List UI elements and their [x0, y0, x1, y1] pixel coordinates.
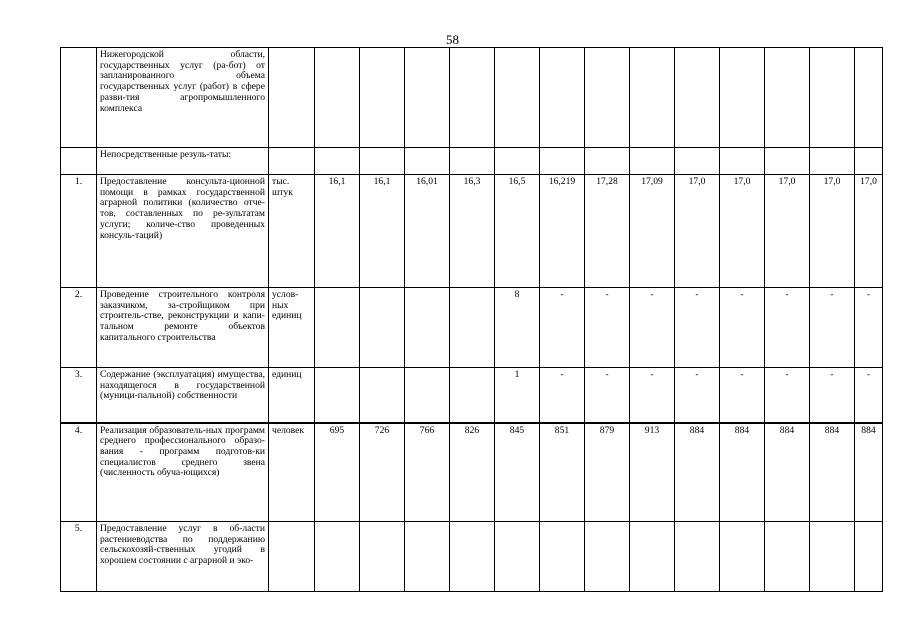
value-cell — [405, 148, 450, 175]
value-cell: 17,09 — [630, 175, 675, 288]
value-cell — [810, 148, 855, 175]
indicators-table — [60, 47, 883, 592]
value-cell — [405, 48, 450, 148]
table-row — [61, 288, 883, 368]
table-row — [61, 148, 883, 175]
value-cell — [495, 522, 540, 592]
indicator-description-cell: Реализация образователь-ных программ среднего профессионального образо-вания - программ подготов-ки специалистов среднего звена (численность обуча-ющихся) — [97, 423, 269, 522]
value-cell — [630, 522, 675, 592]
value-cell: - — [675, 368, 720, 423]
value-cell — [855, 48, 883, 148]
row-number-cell: 5. — [61, 522, 97, 592]
value-cell: 16,219 — [540, 175, 585, 288]
value-cell — [360, 148, 405, 175]
value-cell: 884 — [765, 423, 810, 522]
value-cell — [720, 48, 765, 148]
value-cell: 851 — [540, 423, 585, 522]
value-cell — [360, 48, 405, 148]
value-cell: 695 — [315, 423, 360, 522]
value-cell: - — [585, 288, 630, 368]
unit-cell — [269, 48, 315, 148]
value-cell: - — [810, 288, 855, 368]
value-cell — [675, 522, 720, 592]
value-cell — [315, 522, 360, 592]
value-cell: - — [765, 288, 810, 368]
value-cell — [540, 48, 585, 148]
value-cell: 16,3 — [450, 175, 495, 288]
value-cell — [495, 48, 540, 148]
value-cell — [810, 48, 855, 148]
value-cell: 17,28 — [585, 175, 630, 288]
value-cell — [450, 288, 495, 368]
value-cell — [405, 288, 450, 368]
value-cell: 884 — [720, 423, 765, 522]
unit-cell: человек — [269, 423, 315, 522]
table-row — [61, 48, 883, 148]
value-cell — [585, 148, 630, 175]
value-cell: 17,0 — [675, 175, 720, 288]
value-cell: 17,0 — [810, 175, 855, 288]
value-cell: 766 — [405, 423, 450, 522]
value-cell — [675, 148, 720, 175]
value-cell — [720, 148, 765, 175]
value-cell — [585, 48, 630, 148]
value-cell — [585, 522, 630, 592]
value-cell — [405, 368, 450, 423]
page-number: 58 — [446, 32, 459, 47]
indicator-description-cell: Нижегородской области, государственных услуг (ра-бот) от запланированного объема государственных услуг (работ) в сфере разви-тия агропромышленного комплекса — [97, 48, 269, 148]
value-cell — [450, 368, 495, 423]
value-cell: 1 — [495, 368, 540, 423]
value-cell — [855, 522, 883, 592]
value-cell: 16,01 — [405, 175, 450, 288]
value-cell — [630, 148, 675, 175]
value-cell: 17,0 — [720, 175, 765, 288]
table-row — [61, 175, 883, 288]
value-cell: 884 — [855, 423, 883, 522]
unit-cell: единиц — [269, 368, 315, 423]
value-cell — [495, 148, 540, 175]
value-cell — [720, 522, 765, 592]
value-cell: - — [630, 368, 675, 423]
value-cell — [450, 148, 495, 175]
value-cell: 8 — [495, 288, 540, 368]
value-cell: - — [720, 288, 765, 368]
unit-cell: тыс. штук — [269, 175, 315, 288]
value-cell: - — [585, 368, 630, 423]
value-cell — [450, 522, 495, 592]
value-cell — [315, 148, 360, 175]
value-cell: 16,1 — [315, 175, 360, 288]
value-cell: - — [675, 288, 720, 368]
value-cell: 16,1 — [360, 175, 405, 288]
indicator-description-cell: Непосредственные резуль-таты: — [97, 148, 269, 175]
value-cell — [765, 522, 810, 592]
value-cell: - — [540, 288, 585, 368]
value-cell — [315, 288, 360, 368]
value-cell: 879 — [585, 423, 630, 522]
value-cell — [315, 48, 360, 148]
row-number-cell — [61, 48, 97, 148]
table-row — [61, 423, 883, 522]
value-cell: - — [630, 288, 675, 368]
value-cell — [540, 148, 585, 175]
value-cell: 884 — [810, 423, 855, 522]
value-cell — [450, 48, 495, 148]
indicator-description-cell: Содержание (эксплуатация) имущества, находящегося в государственной (муници-пальной) собственности — [97, 368, 269, 423]
value-cell — [360, 522, 405, 592]
value-cell: 17,0 — [765, 175, 810, 288]
value-cell: 884 — [675, 423, 720, 522]
row-number-cell: 2. — [61, 288, 97, 368]
table-row — [61, 368, 883, 423]
value-cell — [810, 522, 855, 592]
value-cell: - — [855, 288, 883, 368]
row-number-cell: 3. — [61, 368, 97, 423]
row-number-cell — [61, 148, 97, 175]
value-cell — [675, 48, 720, 148]
value-cell: - — [540, 368, 585, 423]
row-number-cell: 1. — [61, 175, 97, 288]
value-cell — [540, 522, 585, 592]
value-cell: 16,5 — [495, 175, 540, 288]
value-cell: 826 — [450, 423, 495, 522]
value-cell: - — [765, 368, 810, 423]
value-cell: 845 — [495, 423, 540, 522]
indicator-description-cell: Предоставление консульта-ционной помощи в рамках государственной аграрной политики (количество отче-тов, составленных по ре-зультатам услуги; количе-ство проведенных консуль-таций) — [97, 175, 269, 288]
indicator-description-cell: Предоставление услуг в об-ласти растениеводства по поддержанию сельскохозяй-ственных угодий в хорошем состоянии с аграрной и эко- — [97, 522, 269, 592]
value-cell: - — [810, 368, 855, 423]
value-cell: 913 — [630, 423, 675, 522]
value-cell — [765, 148, 810, 175]
value-cell — [405, 522, 450, 592]
unit-cell: услов-ных единиц — [269, 288, 315, 368]
value-cell — [630, 48, 675, 148]
unit-cell — [269, 522, 315, 592]
table-row — [61, 522, 883, 592]
value-cell: - — [855, 368, 883, 423]
value-cell — [360, 288, 405, 368]
value-cell — [360, 368, 405, 423]
unit-cell — [269, 148, 315, 175]
row-number-cell: 4. — [61, 423, 97, 522]
value-cell: 17,0 — [855, 175, 883, 288]
value-cell — [315, 368, 360, 423]
value-cell — [855, 148, 883, 175]
indicator-description-cell: Проведение строительного контроля заказчиком, за-стройщиком при строитель-стве, реконструкции и капи-тальном ремонте объектов капитального строительства — [97, 288, 269, 368]
value-cell — [765, 48, 810, 148]
value-cell: - — [720, 368, 765, 423]
value-cell: 726 — [360, 423, 405, 522]
